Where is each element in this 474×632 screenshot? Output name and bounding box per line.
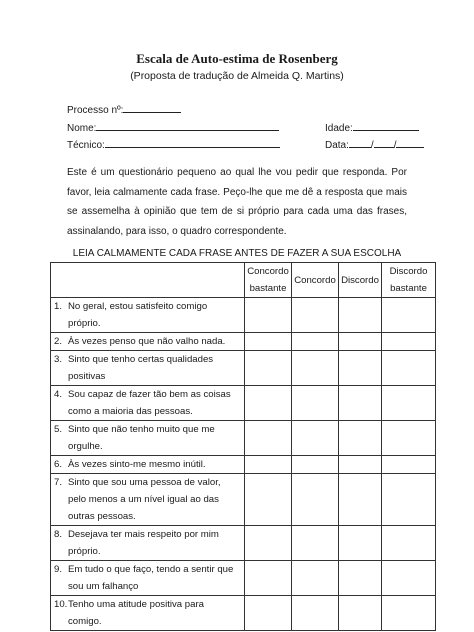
answer-cell[interactable] [292, 333, 339, 351]
answer-cell[interactable] [292, 456, 339, 474]
answer-cell[interactable] [339, 333, 382, 351]
answer-cell[interactable] [292, 596, 339, 631]
item-text: Sou capaz de fazer tão bem as coisas como a maioria das pessoas. [68, 389, 231, 417]
answer-cell[interactable] [245, 351, 292, 386]
item-cell [51, 456, 245, 474]
answer-cell[interactable] [292, 421, 339, 456]
column-header: Concordo [292, 263, 339, 298]
answer-cell[interactable] [292, 298, 339, 333]
item-cell [51, 351, 245, 386]
answer-cell[interactable] [382, 456, 436, 474]
document-subtitle: (Proposta de tradução de Almeida Q. Martins) [130, 70, 344, 82]
answer-cell[interactable] [339, 596, 382, 631]
answer-cell[interactable] [339, 298, 382, 333]
answer-cell[interactable] [382, 561, 436, 596]
data-day-line[interactable] [349, 138, 371, 148]
answer-cell[interactable] [382, 386, 436, 421]
answer-cell[interactable] [382, 421, 436, 456]
table-row [51, 526, 436, 561]
item-number: 3. [54, 354, 63, 365]
column-header: Discordo bastante [382, 263, 436, 298]
table-row [51, 298, 436, 333]
item-text: Sinto que sou uma pessoa de valor, pelo menos a um nível igual ao das outras pessoas. [68, 477, 221, 522]
answer-cell[interactable] [245, 333, 292, 351]
item-number: 1. [54, 301, 63, 312]
table-row [51, 474, 436, 526]
answer-cell[interactable] [339, 386, 382, 421]
answer-cell[interactable] [339, 456, 382, 474]
answer-cell[interactable] [245, 298, 292, 333]
item-cell [51, 561, 245, 596]
item-number: 8. [54, 529, 63, 540]
tecnico-label: Técnico: [67, 140, 105, 151]
table-row [51, 596, 436, 631]
item-text: Desejava ter mais respeito por mim próprio. [68, 529, 219, 557]
item-cell [51, 421, 245, 456]
data-month-line[interactable] [374, 138, 394, 148]
processo-label: Processo nº: [67, 105, 124, 116]
answer-cell[interactable] [382, 596, 436, 631]
item-cell [51, 298, 245, 333]
answer-cell[interactable] [382, 351, 436, 386]
answer-cell[interactable] [245, 456, 292, 474]
tecnico-field [67, 138, 280, 151]
answer-cell[interactable] [339, 351, 382, 386]
item-cell [51, 474, 245, 526]
answer-cell[interactable] [245, 526, 292, 561]
item-text: Às vezes sinto-me mesmo inútil. [68, 459, 206, 470]
answer-cell[interactable] [339, 421, 382, 456]
answer-cell[interactable] [292, 386, 339, 421]
item-number: 4. [54, 389, 63, 400]
column-header: Concordo bastante [245, 263, 292, 298]
data-field [325, 138, 424, 151]
item-number: 9. [54, 564, 63, 575]
item-number: 7. [54, 477, 63, 488]
item-cell [51, 596, 245, 631]
tecnico-line[interactable] [105, 138, 280, 148]
item-text: Sinto que não tenho muito que me orgulhe. [68, 424, 215, 452]
processo-field [67, 103, 181, 116]
table-row [51, 333, 436, 351]
answer-cell[interactable] [382, 474, 436, 526]
nome-line[interactable] [96, 121, 279, 131]
answer-cell[interactable] [292, 474, 339, 526]
table-caption: LEIA CALMAMENTE CADA FRASE ANTES DE FAZER A SUA ESCOLHA [72, 248, 402, 259]
answer-cell[interactable] [382, 333, 436, 351]
table-row [51, 421, 436, 456]
answer-cell[interactable] [339, 474, 382, 526]
item-text: Às vezes penso que não valho nada. [68, 336, 226, 347]
item-cell [51, 526, 245, 561]
answer-cell[interactable] [245, 561, 292, 596]
table-row [51, 386, 436, 421]
data-separator: / [393, 140, 397, 151]
data-separator: / [370, 140, 374, 151]
answer-cell[interactable] [245, 596, 292, 631]
table-header-row [51, 263, 436, 298]
column-header: Discordo [339, 263, 382, 298]
answer-cell[interactable] [245, 474, 292, 526]
item-cell [51, 386, 245, 421]
item-number: 5. [54, 424, 63, 435]
nome-label: Nome: [67, 123, 97, 134]
answer-cell[interactable] [245, 386, 292, 421]
document-title: Escala de Auto-estima de Rosenberg [136, 51, 338, 66]
item-number: 2. [54, 336, 63, 347]
item-number: 10. [54, 599, 68, 610]
idade-line[interactable] [353, 121, 419, 131]
header-blank-cell [51, 263, 245, 298]
item-text: Sinto que tenho certas qualidades positivas [68, 354, 214, 382]
table-row [51, 351, 436, 386]
data-year-line[interactable] [396, 138, 424, 148]
table-row [51, 561, 436, 596]
answer-cell[interactable] [292, 561, 339, 596]
answer-cell[interactable] [292, 526, 339, 561]
item-number: 6. [54, 459, 63, 470]
answer-cell[interactable] [245, 421, 292, 456]
answer-cell[interactable] [382, 526, 436, 561]
item-text: Tenho uma atitude positiva para comigo. [68, 599, 204, 627]
data-label: Data: [325, 140, 349, 151]
answer-cell[interactable] [382, 298, 436, 333]
item-text: No geral, estou satisfeito comigo próprio. [68, 301, 208, 329]
answer-cell[interactable] [292, 351, 339, 386]
table-row [51, 456, 436, 474]
item-cell [51, 333, 245, 351]
idade-field [325, 121, 419, 134]
intro-paragraph: Este é um questionário pequeno ao qual lhe vou pedir que responda. Por favor, leia calmamente cada frase. Peço-lhe que me dê a resposta que mais se assemelha à opinião que tem de si próprio para cada uma das frases, assinalando, para isso, o quadro correspondente. [67, 167, 407, 237]
answer-cell[interactable] [339, 526, 382, 561]
idade-label: Idade: [325, 123, 353, 134]
answer-cell[interactable] [339, 561, 382, 596]
processo-line[interactable] [123, 103, 181, 113]
nome-field [67, 121, 279, 134]
item-text: Em tudo o que faço, tendo a sentir que sou um falhanço [68, 564, 234, 592]
rating-table [50, 262, 436, 631]
